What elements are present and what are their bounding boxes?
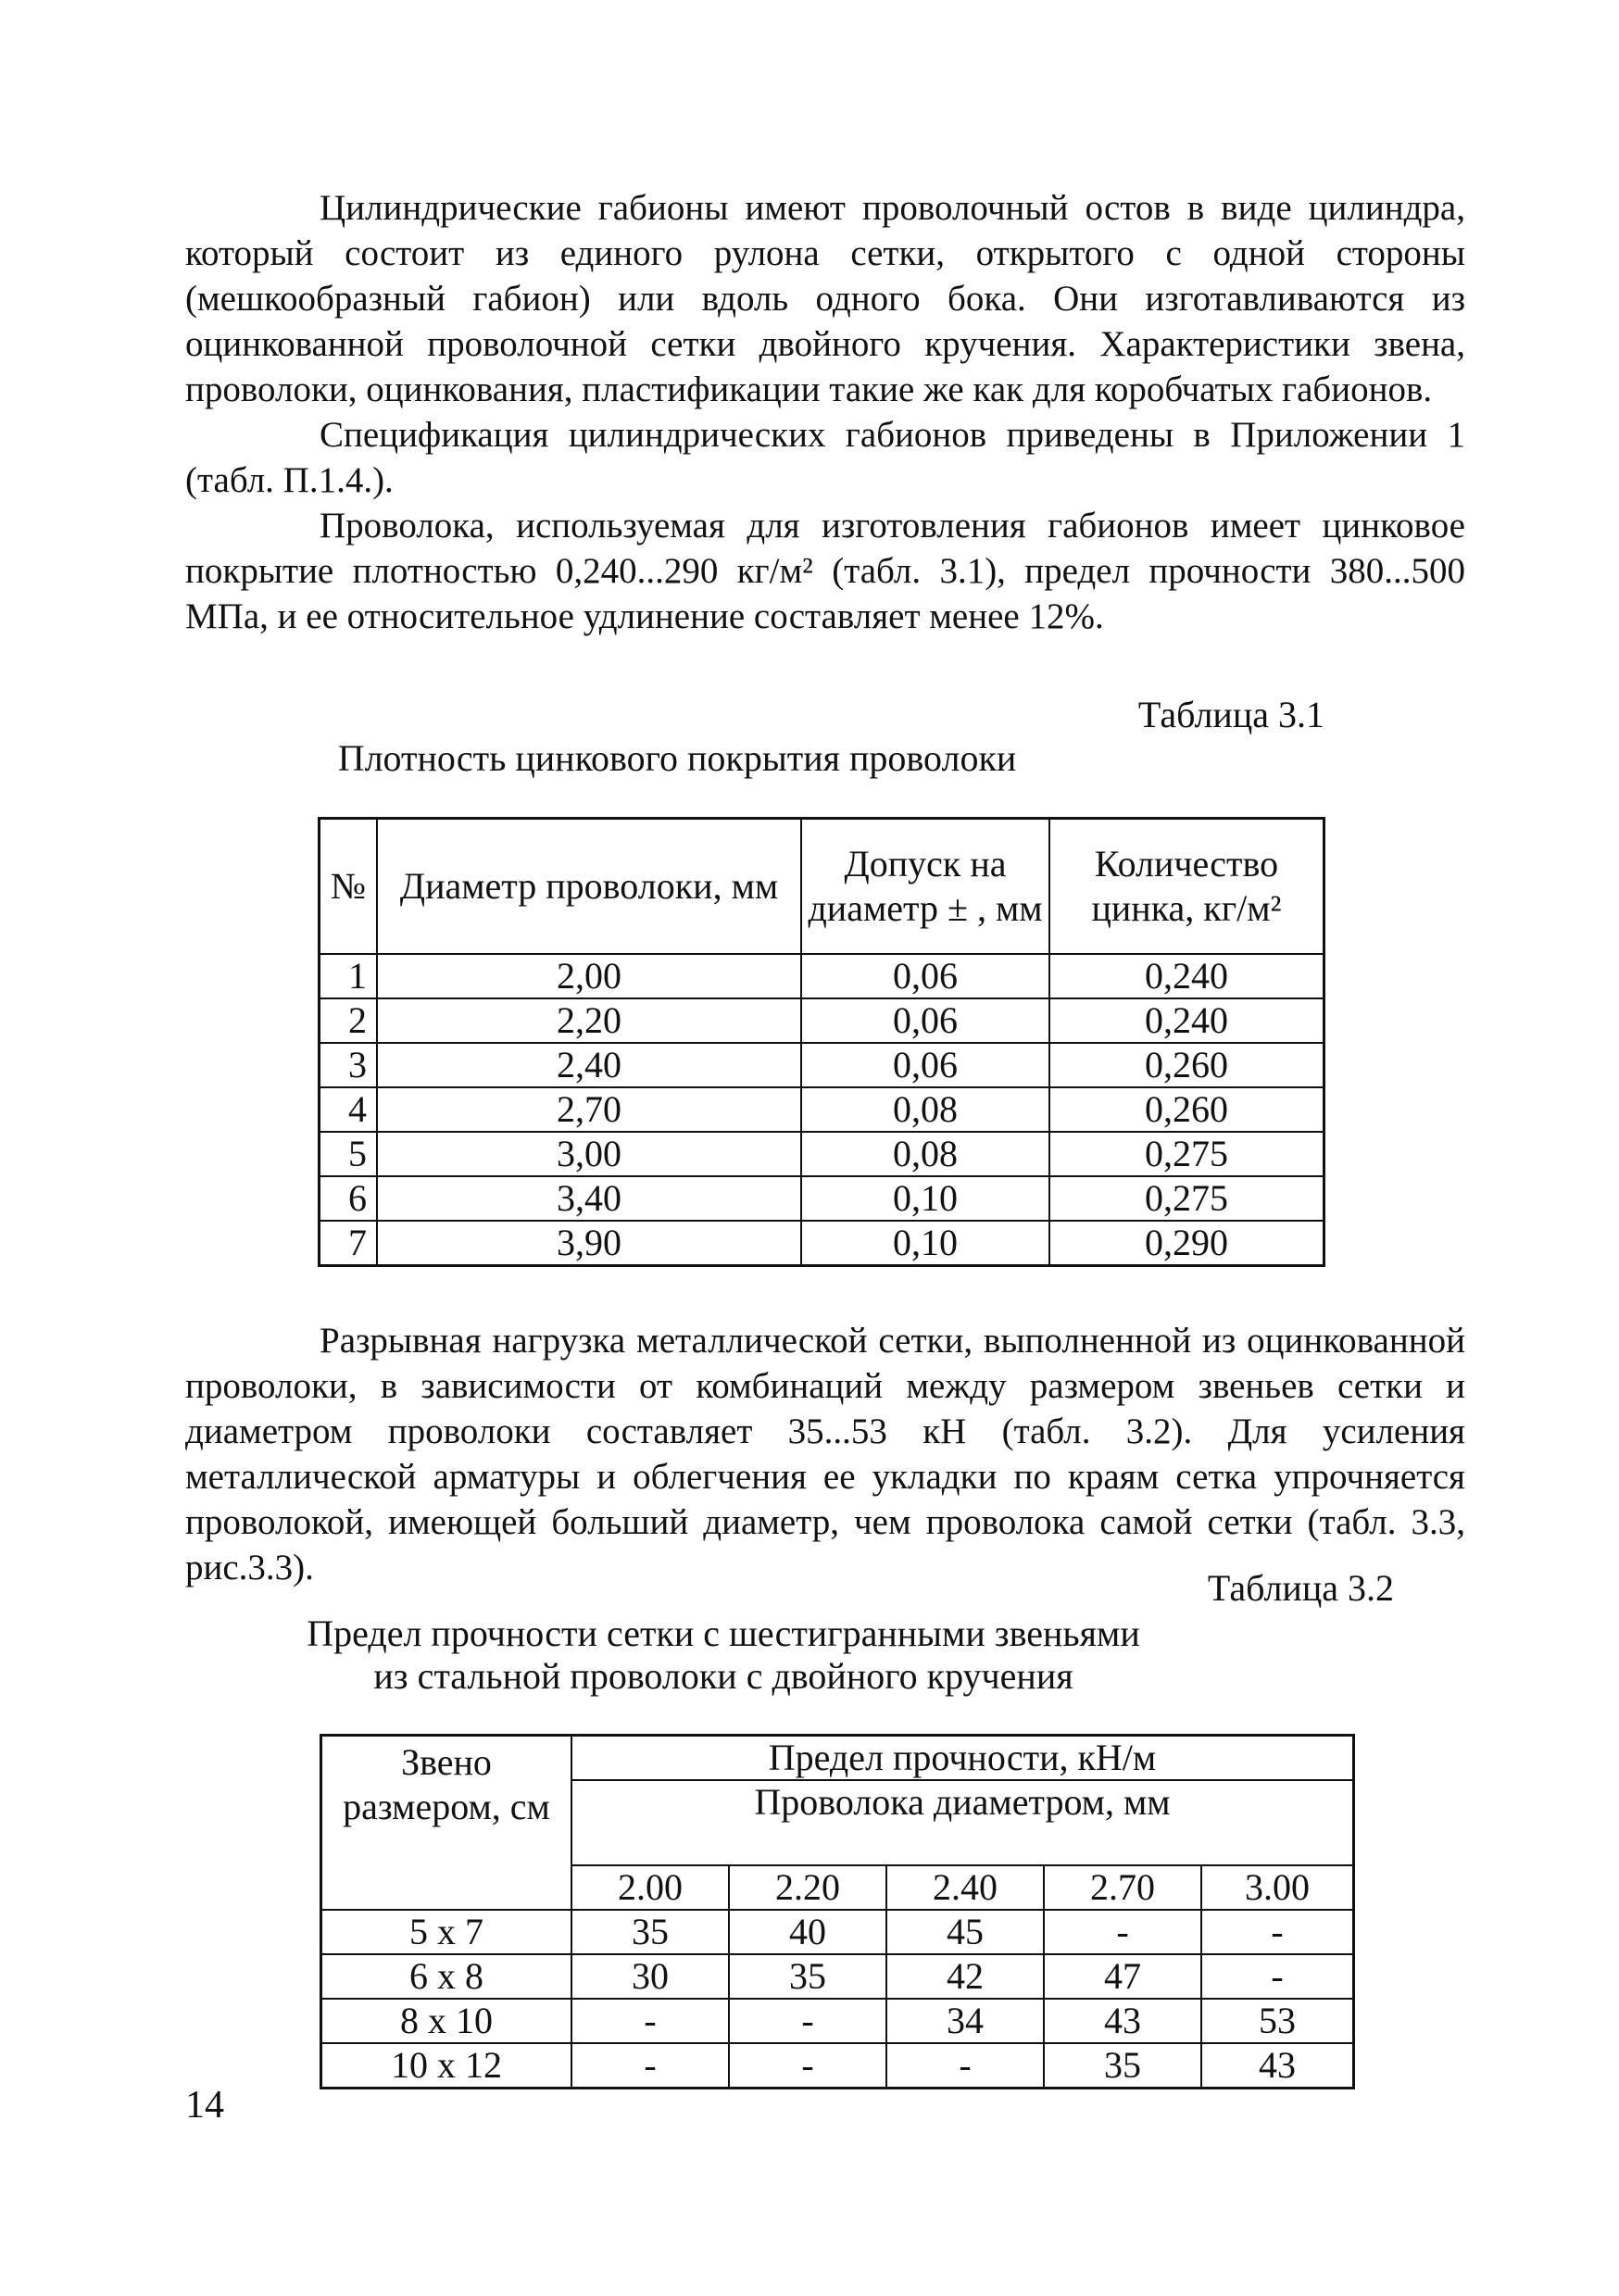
header-link-size: Звено размером, см (321, 1736, 572, 1911)
table-cell: 4 (320, 1087, 378, 1132)
strength-cell: 34 (886, 1999, 1044, 2043)
strength-cell: - (729, 1999, 886, 2043)
table2-title-line1: Предел прочности сетки с шестигранными звеньями (307, 1612, 1140, 1654)
middle-paragraph-block (185, 1318, 1465, 1590)
table-cell: 3,40 (377, 1176, 801, 1221)
diameter-cell: 3.00 (1201, 1865, 1354, 1910)
link-size-cell: 5 x 7 (321, 1910, 572, 1954)
zinc-coating-table (318, 817, 1325, 1267)
strength-cell: 42 (886, 1954, 1044, 1999)
link-size-cell: 6 x 8 (321, 1954, 572, 1999)
table-cell: 0,06 (801, 1043, 1049, 1087)
table-row (320, 1132, 1324, 1176)
strength-cell: - (571, 2043, 729, 2089)
table-cell: 0,275 (1049, 1176, 1324, 1221)
table-header-row (321, 1736, 1354, 1781)
table-cell: 1 (320, 954, 378, 998)
table-row (320, 1087, 1324, 1132)
table-cell: 0,06 (801, 998, 1049, 1043)
table-cell: 0,10 (801, 1176, 1049, 1221)
strength-cell: - (729, 2043, 886, 2089)
diameter-cell: 2.20 (729, 1865, 886, 1910)
header-number: № (320, 819, 378, 955)
mesh-strength-table (320, 1734, 1355, 2089)
header-strength: Предел прочности, кН/м (571, 1736, 1354, 1781)
strength-cell: 47 (1044, 1954, 1201, 1999)
table-cell: 0,260 (1049, 1043, 1324, 1087)
strength-cell: 35 (1044, 2043, 1201, 2089)
link-size-cell: 8 x 10 (321, 1999, 572, 2043)
diameter-cell: 2.40 (886, 1865, 1044, 1910)
table-row (321, 1999, 1354, 2043)
strength-cell: 30 (571, 1954, 729, 1999)
table-cell: 5 (320, 1132, 378, 1176)
strength-cell: - (1201, 1910, 1354, 1954)
table-row (320, 954, 1324, 998)
strength-cell: 35 (571, 1910, 729, 1954)
paragraph-wire-coating: Проволока, используемая для изготовления габионов имеет цинковое покрытие плотностью 0,240...290 кг/м² (табл. 3.1), предел прочности 380...500 МПа, и ее относительное удлинение составляет менее 12%. (185, 506, 1465, 636)
table-row (320, 1176, 1324, 1221)
table-cell: 3,00 (377, 1132, 801, 1176)
table1-label: Таблица 3.1 (1137, 694, 1324, 735)
table-cell: 2 (320, 998, 378, 1043)
table-cell: 3,90 (377, 1221, 801, 1266)
table-row (320, 1221, 1324, 1266)
table2-label: Таблица 3.2 (1207, 1567, 1394, 1609)
table-cell: 0,10 (801, 1221, 1049, 1266)
strength-cell: - (571, 1999, 729, 2043)
strength-cell: 45 (886, 1910, 1044, 1954)
table2-title-line2: из стальной проволоки с двойного кручения (373, 1655, 1073, 1697)
header-tolerance: Допуск на диаметр ± , мм (801, 819, 1049, 955)
intro-paragraphs (185, 185, 1465, 639)
table-cell: 3 (320, 1043, 378, 1087)
table-row (321, 1954, 1354, 1999)
header-wire-diameter: Проволока диаметром, мм (571, 1780, 1354, 1865)
table-cell: 2,70 (377, 1087, 801, 1132)
table-cell: 0,08 (801, 1132, 1049, 1176)
diameter-cell: 2.00 (571, 1865, 729, 1910)
header-zinc-amount: Количество цинка, кг/м² (1049, 819, 1324, 955)
table-cell: 7 (320, 1221, 378, 1266)
page-number: 14 (185, 2084, 224, 2127)
paragraph-specification: Спецификация цилиндрических габионов приведены в Приложении 1 (табл. П.1.4.). (185, 415, 1465, 500)
strength-cell: - (1044, 1910, 1201, 1954)
strength-cell: 43 (1044, 1999, 1201, 2043)
strength-cell: - (1201, 1954, 1354, 1999)
table-cell: 2,20 (377, 998, 801, 1043)
diameter-cell: 2.70 (1044, 1865, 1201, 1910)
table-cell: 0,275 (1049, 1132, 1324, 1176)
table-cell: 0,08 (801, 1087, 1049, 1132)
table-row (321, 1910, 1354, 1954)
table-cell: 0,260 (1049, 1087, 1324, 1132)
strength-cell: 43 (1201, 2043, 1354, 2089)
table-row (321, 2043, 1354, 2089)
table-cell: 2,00 (377, 954, 801, 998)
table-cell: 6 (320, 1176, 378, 1221)
table-cell: 0,290 (1049, 1221, 1324, 1266)
paragraph-cylindrical-gabions: Цилиндрические габионы имеют проволочный остов в виде цилиндра, который состоит из единого рулона сетки, открытого с одной стороны (мешкообразный габион) или вдоль одного бока. Они изготавливаются из оцинкованной проволочной сетки двойного кручения. Характеристики звена, проволоки, оцинкования, пластификации такие же как для коробчатых габионов. (185, 188, 1465, 409)
strength-cell: 53 (1201, 1999, 1354, 2043)
strength-cell: 40 (729, 1910, 886, 1954)
table-row (320, 998, 1324, 1043)
table-cell: 2,40 (377, 1043, 801, 1087)
table-row (320, 1043, 1324, 1087)
strength-cell: 35 (729, 1954, 886, 1999)
table-header-row (320, 819, 1324, 955)
table-cell: 0,240 (1049, 954, 1324, 998)
paragraph-breaking-load: Разрывная нагрузка металлической сетки, выполненной из оцинкованной проволоки, в зависимости от комбинаций между размером звеньев сетки и диаметром проволоки составляет 35...53 кН (табл. 3.2). Для усиления металлической арматуры и облегчения ее укладки по краям сетка упрочняется проволокой, имеющей больший диаметр, чем проволока самой сетки (табл. 3.3, рис.3.3). (185, 1321, 1465, 1587)
link-size-cell: 10 x 12 (321, 2043, 572, 2089)
table-cell: 0,240 (1049, 998, 1324, 1043)
table-cell: 0,06 (801, 954, 1049, 998)
table1-title: Плотность цинкового покрытия проволоки (337, 737, 1017, 779)
strength-cell: - (886, 2043, 1044, 2089)
header-wire-diameter: Диаметр проволоки, мм (377, 819, 801, 955)
